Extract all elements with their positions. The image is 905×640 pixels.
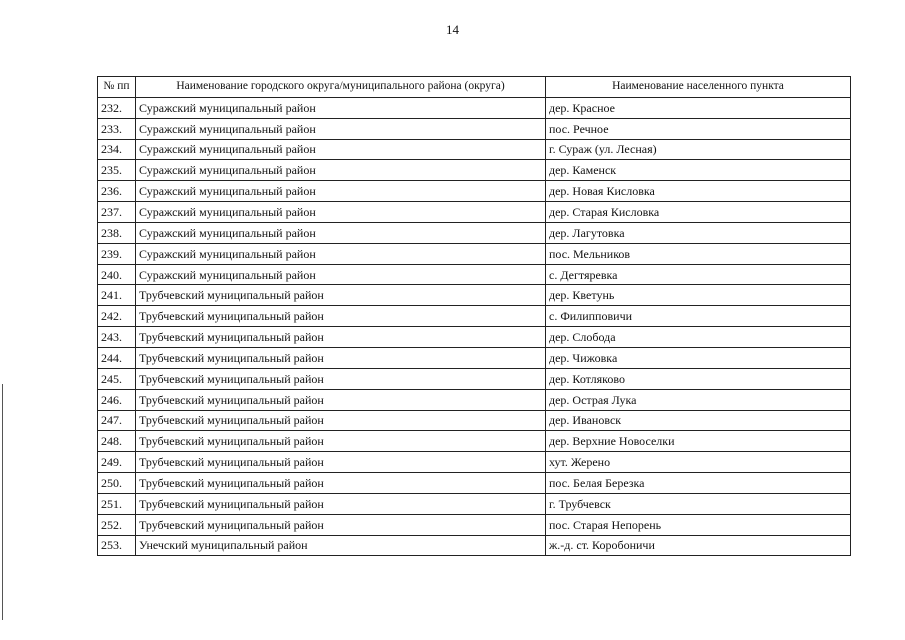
header-district: Наименование городского округа/муниципального района (округа): [136, 77, 546, 98]
row-settlement: г. Трубчевск: [546, 493, 851, 514]
table-row: [98, 493, 851, 514]
table-row: [98, 264, 851, 285]
row-settlement: ж.-д. ст. Коробоничи: [546, 535, 851, 556]
row-district: Трубчевский муниципальный район: [136, 368, 546, 389]
table-row: [98, 97, 851, 118]
margin-rule: [2, 384, 3, 620]
row-district: Трубчевский муниципальный район: [136, 389, 546, 410]
row-district: Суражский муниципальный район: [136, 97, 546, 118]
row-settlement: пос. Старая Непорень: [546, 514, 851, 535]
row-number: 238.: [98, 222, 136, 243]
row-number: 252.: [98, 514, 136, 535]
row-number: 235.: [98, 160, 136, 181]
table-row: [98, 347, 851, 368]
row-settlement: с. Филипповичи: [546, 306, 851, 327]
table-header-row: [98, 77, 851, 98]
table-row: [98, 222, 851, 243]
table-body: [98, 97, 851, 556]
row-district: Трубчевский муниципальный район: [136, 410, 546, 431]
table-row: [98, 452, 851, 473]
row-district: Суражский муниципальный район: [136, 202, 546, 223]
settlements-table: [97, 76, 851, 556]
row-settlement: пос. Белая Березка: [546, 473, 851, 494]
row-number: 249.: [98, 452, 136, 473]
table-row: [98, 327, 851, 348]
row-number: 241.: [98, 285, 136, 306]
row-settlement: дер. Каменск: [546, 160, 851, 181]
row-settlement: дер. Верхние Новоселки: [546, 431, 851, 452]
row-number: 236.: [98, 181, 136, 202]
table-row: [98, 473, 851, 494]
table-row: [98, 368, 851, 389]
header-settlement: Наименование населенного пункта: [546, 77, 851, 98]
row-district: Суражский муниципальный район: [136, 139, 546, 160]
row-district: Суражский муниципальный район: [136, 118, 546, 139]
row-settlement: дер. Лагутовка: [546, 222, 851, 243]
row-district: Трубчевский муниципальный район: [136, 431, 546, 452]
row-district: Суражский муниципальный район: [136, 160, 546, 181]
row-district: Суражский муниципальный район: [136, 222, 546, 243]
table-row: [98, 306, 851, 327]
row-settlement: дер. Новая Кисловка: [546, 181, 851, 202]
row-number: 245.: [98, 368, 136, 389]
row-settlement: хут. Жерено: [546, 452, 851, 473]
row-number: 244.: [98, 347, 136, 368]
row-district: Суражский муниципальный район: [136, 181, 546, 202]
table-row: [98, 243, 851, 264]
row-number: 232.: [98, 97, 136, 118]
table-row: [98, 202, 851, 223]
table-row: [98, 181, 851, 202]
row-settlement: дер. Ивановск: [546, 410, 851, 431]
row-district: Трубчевский муниципальный район: [136, 473, 546, 494]
row-settlement: пос. Речное: [546, 118, 851, 139]
row-settlement: дер. Котляково: [546, 368, 851, 389]
table-row: [98, 535, 851, 556]
row-settlement: дер. Красное: [546, 97, 851, 118]
row-number: 237.: [98, 202, 136, 223]
row-number: 247.: [98, 410, 136, 431]
row-district: Трубчевский муниципальный район: [136, 285, 546, 306]
row-district: Трубчевский муниципальный район: [136, 493, 546, 514]
row-district: Трубчевский муниципальный район: [136, 327, 546, 348]
table-row: [98, 431, 851, 452]
table-row: [98, 118, 851, 139]
row-district: Трубчевский муниципальный район: [136, 514, 546, 535]
table-row: [98, 139, 851, 160]
row-district: Трубчевский муниципальный район: [136, 306, 546, 327]
row-number: 253.: [98, 535, 136, 556]
page-number: 14: [446, 22, 459, 37]
table-row: [98, 285, 851, 306]
row-number: 242.: [98, 306, 136, 327]
row-number: 233.: [98, 118, 136, 139]
row-settlement: дер. Слобода: [546, 327, 851, 348]
row-district: Суражский муниципальный район: [136, 243, 546, 264]
row-settlement: г. Сураж (ул. Лесная): [546, 139, 851, 160]
table-row: [98, 514, 851, 535]
row-number: 239.: [98, 243, 136, 264]
row-settlement: дер. Чижовка: [546, 347, 851, 368]
row-number: 250.: [98, 473, 136, 494]
row-settlement: дер. Старая Кисловка: [546, 202, 851, 223]
row-district: Суражский муниципальный район: [136, 264, 546, 285]
table-row: [98, 160, 851, 181]
row-number: 240.: [98, 264, 136, 285]
row-number: 248.: [98, 431, 136, 452]
row-settlement: с. Дегтяревка: [546, 264, 851, 285]
row-district: Трубчевский муниципальный район: [136, 347, 546, 368]
row-number: 246.: [98, 389, 136, 410]
row-settlement: дер. Острая Лука: [546, 389, 851, 410]
row-settlement: дер. Кветунь: [546, 285, 851, 306]
row-number: 243.: [98, 327, 136, 348]
row-district: Унечский муниципальный район: [136, 535, 546, 556]
table-row: [98, 410, 851, 431]
row-number: 251.: [98, 493, 136, 514]
table-row: [98, 389, 851, 410]
row-district: Трубчевский муниципальный район: [136, 452, 546, 473]
row-number: 234.: [98, 139, 136, 160]
header-number: № пп: [98, 77, 136, 98]
row-settlement: пос. Мельников: [546, 243, 851, 264]
